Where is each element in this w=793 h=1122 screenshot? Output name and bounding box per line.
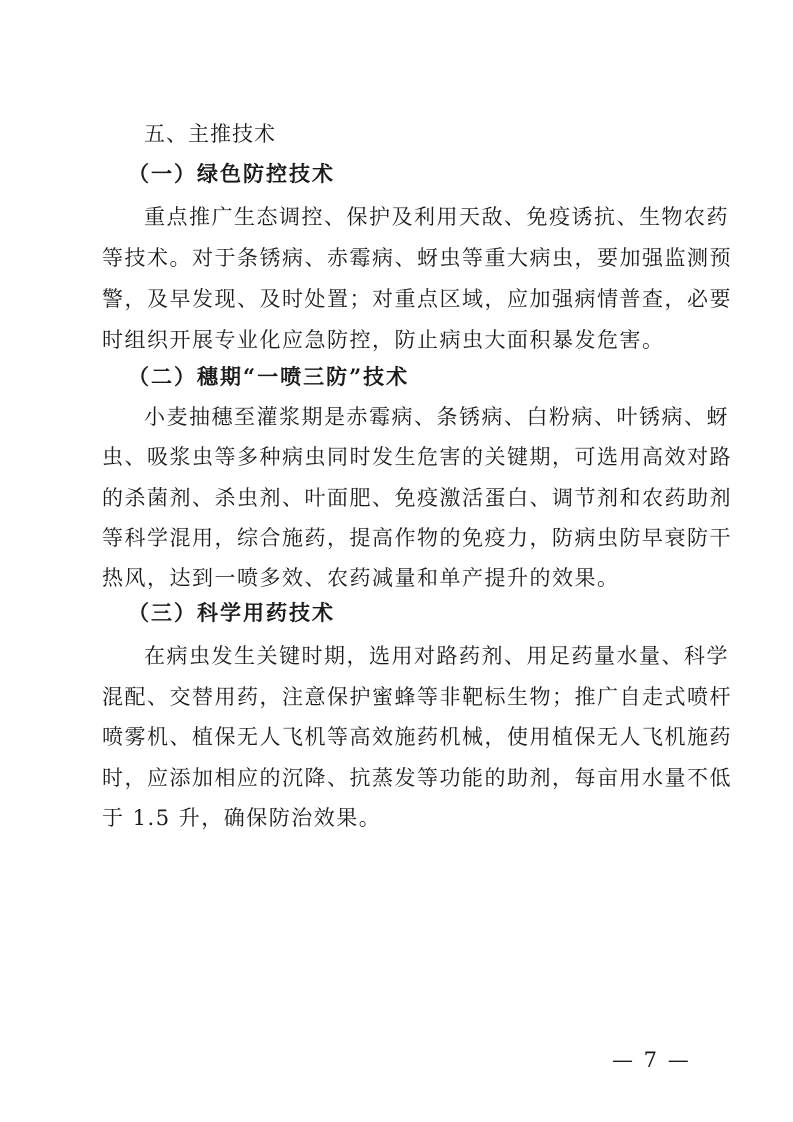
paragraph-line: 警，及早发现、及时处置；对重点区域，应加强病情普查，必要 [102, 287, 732, 311]
section-title: 五、主推技术 [144, 122, 276, 146]
paragraph-line: 等技术。对于条锈病、赤霉病、蚜虫等重大病虫，要加强监测预 [102, 246, 732, 270]
subsection-heading-3: （三）科学用药技术 [128, 600, 335, 625]
paragraph-line: 热风，达到一喷多效、农药减量和单产提升的效果。 [102, 566, 620, 590]
paragraph-line: 虫、吸浆虫等多种病虫同时发生危害的关键期，可选用高效对路 [102, 445, 732, 469]
paragraph-line: 等科学混用，综合施药，提高作物的免疫力，防病虫防早衰防干 [102, 526, 732, 550]
paragraph-line: 小麦抽穗至灌浆期是赤霉病、条锈病、白粉病、叶锈病、蚜 [144, 405, 729, 429]
paragraph-line: 重点推广生态调控、保护及利用天敌、免疫诱抗、生物农药 [144, 205, 729, 229]
paragraph-line: 时，应添加相应的沉降、抗蒸发等功能的助剂，每亩用水量不低 [102, 766, 732, 790]
paragraph-line: 喷雾机、植保无人飞机等高效施药机械，使用植保无人飞机施药 [102, 725, 732, 749]
paragraph-line: 混配、交替用药，注意保护蜜蜂等非靶标生物；推广自走式喷杆 [102, 685, 732, 709]
paragraph-line: 时组织开展专业化应急防控，防止病虫大面积暴发危害。 [102, 328, 665, 352]
page-number: — 7 — [612, 1048, 691, 1072]
paragraph-line: 的杀菌剂、杀虫剂、叶面肥、免疫激活蛋白、调节剂和农药助剂 [102, 486, 732, 510]
paragraph-line: 在病虫发生关键时期，选用对路药剂、用足药量水量、科学 [144, 644, 729, 668]
subsection-heading-1: （一）绿色防控技术 [128, 161, 335, 186]
subsection-heading-2: （二）穗期“一喷三防”技术 [128, 364, 410, 389]
paragraph-line: 于 1.5 升，确保防治效果。 [102, 806, 382, 830]
